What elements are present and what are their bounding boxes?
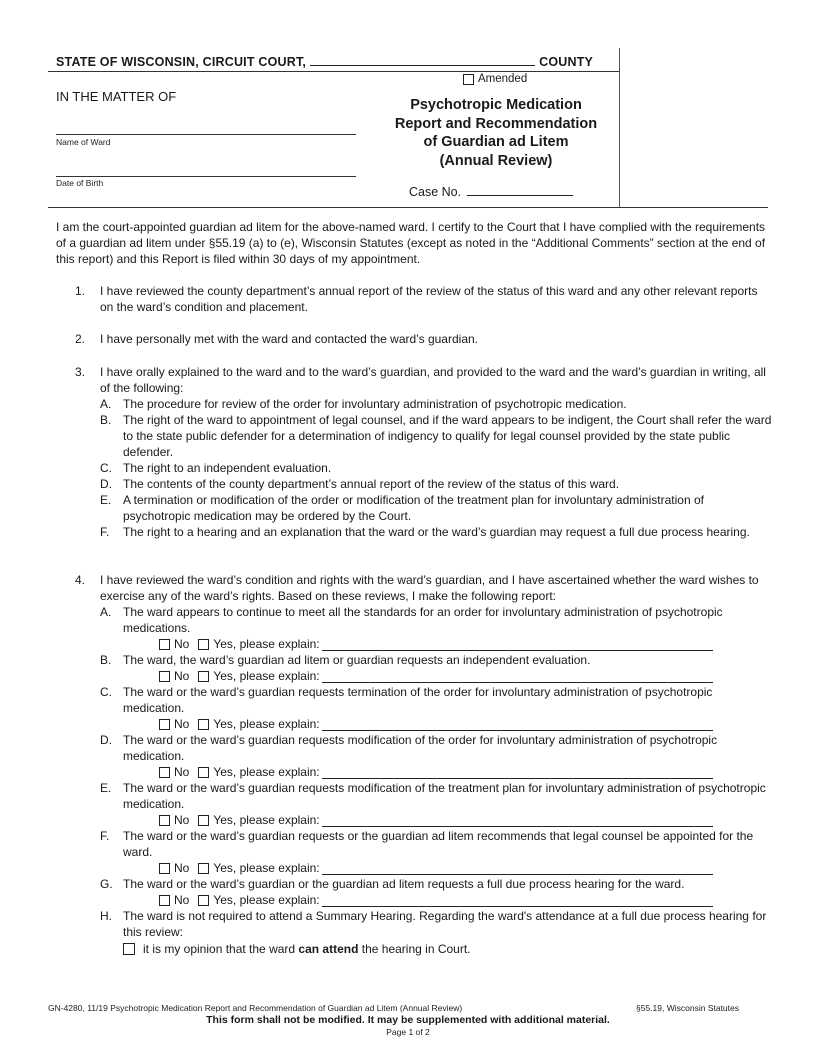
yes-no-row bbox=[159, 764, 772, 780]
statute-reference: §55.19, Wisconsin Statutes bbox=[636, 1003, 740, 1013]
header-top-rule bbox=[48, 71, 620, 72]
yes-label: Yes, please explain: bbox=[213, 637, 320, 651]
can-attend-text-post: the hearing in Court. bbox=[358, 942, 471, 956]
sub-text: The procedure for review of the order for involuntary administration of psychotropic medication. bbox=[123, 397, 627, 411]
can-attend-text-pre: it is my opinion that the ward bbox=[143, 942, 299, 956]
can-attend-text-bold: can attend bbox=[298, 942, 359, 956]
name-of-ward-field[interactable] bbox=[56, 120, 356, 135]
yes-checkbox[interactable] bbox=[198, 639, 209, 650]
county-label: COUNTY bbox=[539, 55, 594, 69]
sub-text: The ward or the ward’s guardian or the guardian ad litem requests a full due process hearing for the ward. bbox=[123, 877, 685, 891]
title-line: Psychotropic Medication bbox=[410, 97, 582, 113]
yes-checkbox[interactable] bbox=[198, 671, 209, 682]
item-text: I have reviewed the ward’s condition and rights with the ward’s guardian, and I have ascertained whether the ward wishes to exercise any of the ward’s rights. Based on these reviews, I make the following report: bbox=[100, 573, 759, 603]
sub-text: The ward or the ward’s guardian requests modification of the order for involuntary administration of psychotropic medication. bbox=[123, 733, 718, 763]
matter-label: IN THE MATTER OF bbox=[56, 89, 177, 104]
modification-notice: This form shall not be modified. It may be supplemented with additional material. bbox=[206, 1014, 610, 1026]
item-3-sub-d bbox=[100, 476, 772, 492]
case-no-label: Case No. bbox=[409, 185, 462, 199]
yes-label: Yes, please explain: bbox=[213, 861, 320, 875]
item-4-sub-a bbox=[100, 604, 772, 652]
county-field[interactable] bbox=[310, 53, 535, 66]
amended-label: Amended bbox=[478, 73, 528, 85]
date-of-birth-label: Date of Birth bbox=[56, 178, 104, 188]
item-4-sub-g bbox=[100, 876, 772, 908]
item-number: 3. bbox=[75, 365, 86, 379]
item-4-sub-d bbox=[100, 732, 772, 780]
yes-no-row bbox=[159, 892, 772, 908]
yes-label: Yes, please explain: bbox=[213, 717, 320, 731]
yes-checkbox[interactable] bbox=[198, 895, 209, 906]
yes-no-row bbox=[159, 860, 772, 876]
yes-checkbox[interactable] bbox=[198, 815, 209, 826]
sub-letter: H. bbox=[100, 909, 112, 923]
item-3-sub-f bbox=[100, 524, 772, 540]
item-4-sub-c bbox=[100, 684, 772, 732]
sub-text: A termination or modification of the order or modification of the treatment plan for involuntary administration of psychotropic medication may be ordered by the Court. bbox=[123, 493, 704, 523]
sub-text: The ward or the ward’s guardian requests or the guardian ad litem recommends that legal counsel be appointed for the ward. bbox=[123, 829, 754, 859]
no-label: No bbox=[174, 813, 190, 827]
yes-no-row bbox=[159, 716, 772, 732]
yes-no-row bbox=[159, 812, 772, 828]
case-no-field[interactable] bbox=[467, 183, 573, 196]
sub-letter: D. bbox=[100, 733, 112, 747]
no-label: No bbox=[174, 717, 190, 731]
item-4-sub-e bbox=[100, 780, 772, 828]
explain-field[interactable] bbox=[322, 718, 713, 731]
sub-letter: D. bbox=[100, 477, 112, 491]
yes-checkbox[interactable] bbox=[198, 719, 209, 730]
explain-field[interactable] bbox=[322, 862, 713, 875]
sub-text: The ward appears to continue to meet all the standards for an order for involuntary administration of psychotropic medications. bbox=[123, 605, 723, 635]
yes-label: Yes, please explain: bbox=[213, 893, 320, 907]
sub-letter: C. bbox=[100, 461, 112, 475]
can-attend-option[interactable] bbox=[123, 940, 772, 958]
yes-no-row bbox=[159, 636, 772, 652]
sub-letter: B. bbox=[100, 413, 112, 427]
sub-letter: B. bbox=[100, 653, 112, 667]
item-number: 1. bbox=[75, 284, 86, 298]
yes-no-row bbox=[159, 668, 772, 684]
item-3-sub-b bbox=[100, 412, 772, 460]
sub-letter: A. bbox=[100, 397, 112, 411]
yes-checkbox[interactable] bbox=[198, 863, 209, 874]
can-attend-checkbox[interactable] bbox=[123, 943, 135, 955]
form-title bbox=[372, 96, 620, 170]
sub-letter: C. bbox=[100, 685, 112, 699]
sub-text: The right to a hearing and an explanation that the ward or the ward’s guardian may request a full due process hearing. bbox=[123, 525, 750, 539]
yes-label: Yes, please explain: bbox=[213, 765, 320, 779]
item-text: I have orally explained to the ward and to the ward’s guardian, and provided to the ward and the ward’s guardian in writing, all of the following: bbox=[100, 365, 766, 395]
explain-field[interactable] bbox=[322, 638, 713, 651]
can-attend-label bbox=[143, 941, 471, 957]
item-text: I have reviewed the county department’s annual report of the review of the status of this ward and any other relevant reports on the ward’s condition and placement. bbox=[100, 284, 758, 314]
explain-field[interactable] bbox=[322, 814, 713, 827]
no-checkbox[interactable] bbox=[159, 639, 170, 650]
sub-text: The contents of the county department’s annual report of the review of the status of this ward. bbox=[123, 477, 620, 491]
no-checkbox[interactable] bbox=[159, 671, 170, 682]
sub-letter: A. bbox=[100, 605, 112, 619]
item-number: 2. bbox=[75, 332, 86, 346]
no-label: No bbox=[174, 861, 190, 875]
case-number bbox=[409, 183, 573, 199]
item-number: 4. bbox=[75, 573, 86, 587]
court-prefix: STATE OF WISCONSIN, CIRCUIT COURT, bbox=[56, 55, 307, 69]
item-4 bbox=[75, 572, 772, 958]
sub-text: The right of the ward to appointment of legal counsel, and if the ward appears to be indigent, the Court shall refer the ward to the state public defender for a determination of indigency to qualify for legal counsel provided by the state public defender. bbox=[123, 413, 772, 459]
title-line: Report and Recommendation bbox=[394, 115, 598, 132]
sub-text: The ward, the ward’s guardian ad litem or guardian requests an independent evaluation. bbox=[123, 653, 591, 667]
sub-text: The ward or the ward’s guardian requests termination of the order for involuntary administration of psychotropic medication. bbox=[123, 685, 713, 715]
amended-checkbox[interactable] bbox=[463, 74, 474, 85]
amended-option[interactable] bbox=[463, 73, 527, 85]
item-3-sub-e bbox=[100, 492, 772, 524]
name-of-ward-label: Name of Ward bbox=[56, 137, 111, 147]
yes-label: Yes, please explain: bbox=[213, 813, 320, 827]
item-text: I have personally met with the ward and contacted the ward’s guardian. bbox=[100, 332, 478, 346]
yes-label: Yes, please explain: bbox=[213, 669, 320, 683]
form-id: GN-4280, 11/19 Psychotropic Medication Report and Recommendation of Guardian ad Litem (Annual Review) bbox=[48, 1003, 463, 1013]
header-bottom-rule bbox=[48, 207, 768, 208]
no-label: No bbox=[174, 765, 190, 779]
no-label: No bbox=[174, 669, 190, 683]
no-checkbox[interactable] bbox=[159, 719, 170, 730]
no-label: No bbox=[174, 637, 190, 651]
item-4-sub-b bbox=[100, 652, 772, 684]
title-line: (Annual Review) bbox=[439, 152, 553, 169]
intro-paragraph: I am the court-appointed guardian ad litem for the above-named ward. I certify to the Court that I have complied with the requirements of a guardian ad litem under §55.19 (a) to (e), Wisconsin Statutes (except as noted in the “Additional Comments” section at the end of this report) and this Report is filed within 30 days of my appointment. bbox=[56, 220, 766, 266]
sub-text: The right to an independent evaluation. bbox=[123, 461, 332, 475]
no-label: No bbox=[174, 893, 190, 907]
sub-letter: F. bbox=[100, 525, 110, 539]
item-4-sub-f bbox=[100, 828, 772, 876]
explain-field[interactable] bbox=[322, 670, 713, 683]
date-of-birth-field[interactable] bbox=[56, 162, 356, 177]
sub-letter: G. bbox=[100, 877, 113, 891]
item-3-sub-a bbox=[100, 396, 772, 412]
sub-letter: F. bbox=[100, 829, 110, 843]
sub-letter: E. bbox=[100, 781, 112, 795]
no-checkbox[interactable] bbox=[159, 863, 170, 874]
no-checkbox[interactable] bbox=[159, 815, 170, 826]
sub-text: The ward or the ward’s guardian requests modification of the treatment plan for involuntary administration of psychotropic medication. bbox=[123, 781, 766, 811]
yes-checkbox[interactable] bbox=[198, 767, 209, 778]
item-3-sub-c bbox=[100, 460, 772, 476]
explain-field[interactable] bbox=[322, 894, 713, 907]
item-2 bbox=[75, 331, 772, 347]
sub-text: The ward is not required to attend a Summary Hearing. Regarding the ward's attendance at a full due process hearing for this review: bbox=[123, 909, 767, 939]
no-checkbox[interactable] bbox=[159, 895, 170, 906]
page-number: Page 1 of 2 bbox=[386, 1027, 430, 1037]
explain-field[interactable] bbox=[322, 766, 713, 779]
sub-letter: E. bbox=[100, 493, 112, 507]
item-4-sub-h bbox=[100, 908, 772, 958]
item-3 bbox=[75, 364, 772, 540]
item-1 bbox=[75, 283, 772, 315]
no-checkbox[interactable] bbox=[159, 767, 170, 778]
court-line bbox=[56, 53, 593, 69]
title-line: of Guardian ad Litem bbox=[423, 134, 569, 150]
